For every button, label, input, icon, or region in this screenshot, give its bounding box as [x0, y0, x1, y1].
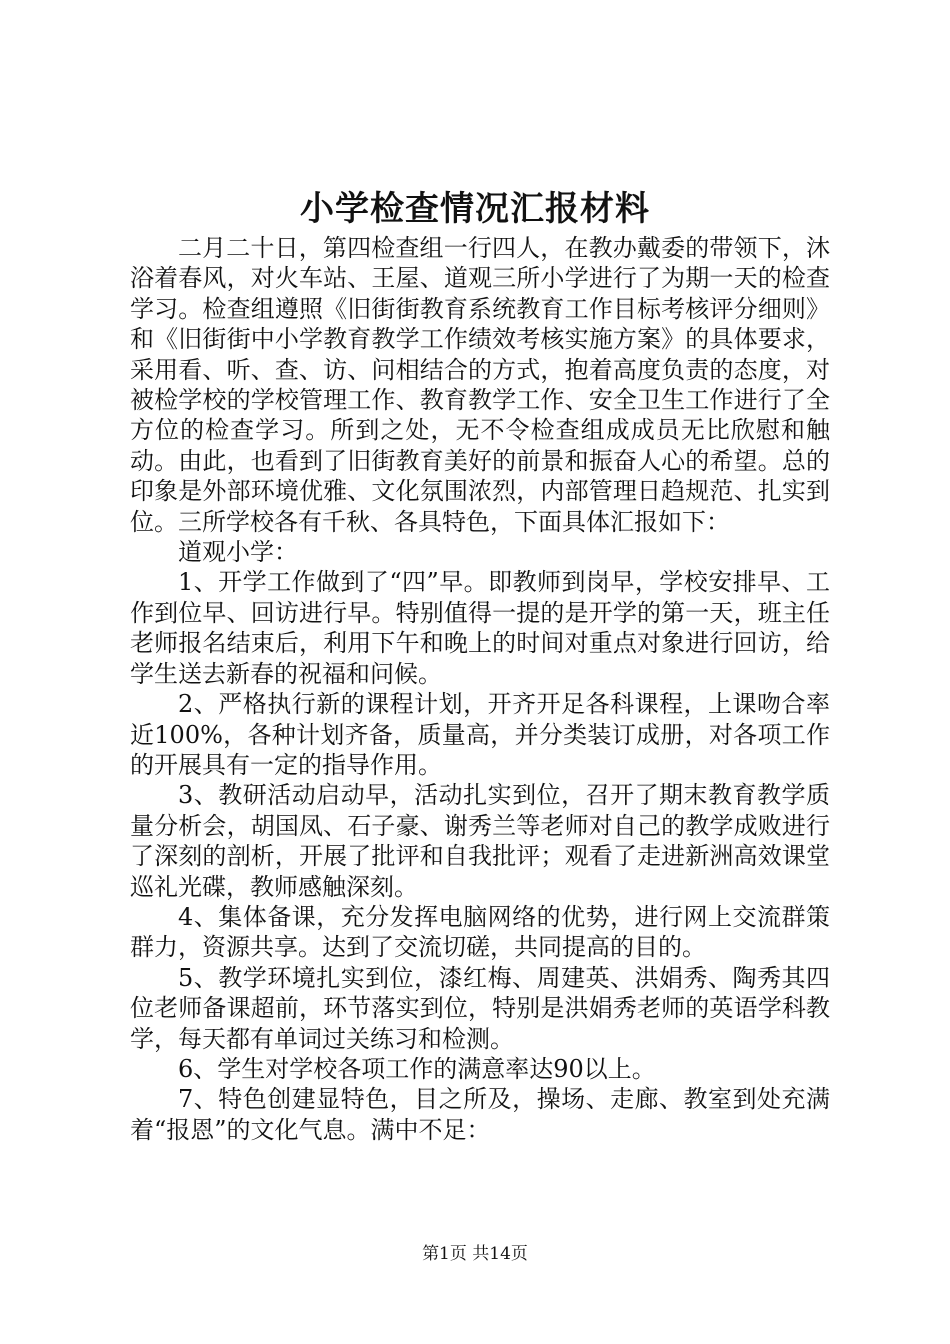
paragraph-item-5: 5、教学环境扎实到位，漆红梅、周建英、洪娟秀、陶秀其四位老师备课超前，环节落实到位，特别是洪娟秀老师的英语学科教学，每天都有单词过关练习和检测。 [130, 963, 830, 1053]
page-number-footer: 第1页 共14页 [422, 1244, 528, 1264]
paragraph-intro: 二月二十日，第四检查组一行四人，在教办戴委的带领下，沐浴着春风，对火车站、王屋、道观三所小学进行了为期一天的检查学习。检查组遵照《旧街街教育系统教育工作目标考核评分细则》和《旧街街中小学教育教学工作绩效考核实施方案》的具体要求，采用看、听、查、访、问相结合的方式，抱着高度负责的态度，对被检学校的学校管理工作、教育教学工作、安全卫生工作进行了全方位的检查学习。所到之处，无不令检查组成成员无比欣慰和触动。由此，也看到了旧街教育美好的前景和振奋人心的希望。总的印象是外部环境优雅、文化氛围浓烈，内部管理日趋规范、扎实到位。三所学校各有千秋、各具特色，下面具体汇报如下： [130, 234, 830, 536]
paragraph-school-heading: 道观小学： [178, 538, 298, 567]
paragraph-item-2: 2、严格执行新的课程计划，开齐开足各科课程，上课吻合率近100%，各种计划齐备，质量高，并分类装订成册，对各项工作的开展具有一定的指导作用。 [130, 690, 830, 779]
paragraph-item-7: 7、特色创建显特色，目之所及，操场、走廊、教室到处充满着“报恩”的文化气息。满中不足： [130, 1085, 830, 1144]
paragraph-item-4: 4、集体备课，充分发挥电脑网络的优势，进行网上交流群策群力，资源共享。达到了交流切磋，共同提高的目的。 [130, 902, 830, 962]
document-title: 小学检查情况汇报材料 [300, 189, 650, 229]
paragraph-item-1: 1、开学工作做到了“四”早。即教师到岗早，学校安排早、工作到位早、回访进行早。特别值得一提的是开学的第一天，班主任老师报名结束后，利用下午和晚上的时间对重点对象进行回访，给学生送去新春的祝福和问候。 [130, 568, 830, 688]
paragraph-item-3: 3、教研活动启动早，活动扎实到位，召开了期末教育教学质量分析会，胡国凤、石子豪、谢秀兰等老师对自己的教学成败进行了深刻的剖析，开展了批评和自我批评；观看了走进新洲高效课堂巡礼光碟，教师感触深刻。 [130, 781, 830, 901]
document-body [130, 233, 830, 1145]
paragraph-item-6: 6、学生对学校各项工作的满意率达90以上。 [178, 1054, 656, 1083]
